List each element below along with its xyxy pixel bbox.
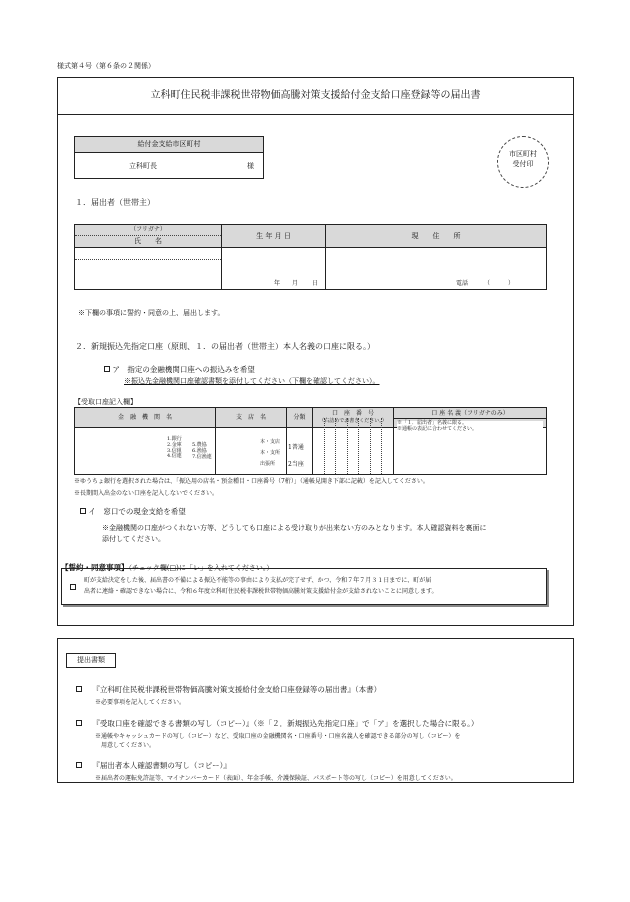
- doc-item-3-checkbox[interactable]: [76, 762, 82, 768]
- doc-item-2-note2: 用意してください。: [95, 742, 156, 749]
- stamp-line1: 市区町村: [509, 150, 537, 158]
- option-b-note2: 添付してください。: [102, 535, 165, 543]
- address-input[interactable]: [326, 248, 546, 289]
- consent-text2: 出者に連絡・確認できない場合に、令和６年度立科町住民税非課税世帯物価高騰対策支援給付金が支給されないことに同意します。: [84, 588, 438, 595]
- doc-item-3-note: ※届出者の運転免許証等、マイナンバーカード（表面）、年金手帳、介護保険証、パスポート等の写し（コピー）を用意してください。: [95, 775, 457, 782]
- name-input[interactable]: [75, 260, 221, 289]
- documents-box: [57, 638, 574, 783]
- consent-text1: 町が支給決定をした後、届出書の不備による振込不能等の事由により支払が完了せず、かつ、令和７年７月３１日までに、町が届: [84, 577, 432, 584]
- bank-type-list-b: 5.農協 6.漁協 7.信漁連: [192, 442, 212, 460]
- bank-col-branch: 支 店 名: [235, 414, 266, 421]
- tel-paren: （ ）: [484, 280, 515, 287]
- col-birthdate: 生 年 月 日: [256, 232, 291, 240]
- stamp-line2: 受付印: [512, 160, 534, 168]
- documents-header: 提出書類: [66, 653, 116, 668]
- option-b-checkbox[interactable]: [80, 508, 86, 514]
- option-b-label: イ 窓口での現金支給を希望: [88, 507, 186, 516]
- holder-note2: ※通帳の表記に合わせてください。: [397, 425, 478, 432]
- addressee-honorific: 様: [247, 162, 254, 170]
- bank-type-list-a: 1.銀行 2.金庫 3.信組 4.信連: [167, 436, 182, 460]
- section2-title: ２．新規振込先指定口座（原則、１．の届出者（世帯主）本人名義の口座に限る。）: [75, 342, 375, 351]
- pledge-note: ※下欄の事項に誓約・同意の上、届出します。: [78, 309, 225, 317]
- consent-instruction: （チェック欄(□)に「レ」を入れてください。）: [128, 564, 274, 572]
- bank-section-label: 【受取口座記入欄】: [74, 398, 137, 406]
- col-name: 氏 名: [134, 237, 162, 245]
- holder-note1: ※「１．届出者」名義に限る。: [397, 420, 468, 426]
- long-inactive-note: ※長期間入出金のない口座を記入しないでください。: [74, 490, 219, 497]
- doc-item-1: 『立科町住民税非課税世帯物価高騰対策支援給付金支給口座登録等の届出書』（本書）: [76, 684, 381, 695]
- doc-item-3: 『届出者本人確認書類の写し（コピー）』: [76, 760, 231, 771]
- option-a-label: ア 指定の金融機関口座への振込みを希望: [112, 365, 255, 374]
- bank-col-holder: 口 座 名 義（フリガナのみ）: [394, 410, 546, 419]
- branch-type-list: 本・支店 本・支所 出張所: [260, 439, 281, 467]
- consent-box: [61, 568, 547, 605]
- reception-stamp: [497, 136, 549, 188]
- form-title: 立科町住民税非課税世帯物価高騰対策支援給付金支給口座登録等の届出書: [57, 77, 574, 115]
- tel-label: 電話: [456, 280, 469, 287]
- bank-table: [74, 407, 547, 475]
- doc-item-1-checkbox[interactable]: [76, 686, 82, 692]
- bank-col-acct-sub: （右詰めでお書きください。）: [319, 418, 387, 424]
- birthdate-input[interactable]: 年 月 日: [274, 280, 319, 287]
- bank-col-bank: 金 融 機 関 名: [117, 414, 172, 421]
- acct-type-list: 1普通 2当座: [288, 444, 304, 468]
- bank-col-acct: 口 座 番 号: [331, 410, 374, 417]
- doc-item-2-note1: ※通帳やキャッシュカードの写し（コピー）など、受取口座の金融機関名・口座番号・口座名義人を確認できる部分の写し（コピー）を: [95, 733, 461, 740]
- addressee-header: 給付金支給市区町村: [74, 136, 264, 153]
- option-a-note: ※振込先金融機関口座確認書類を添付してください（下欄を確認してください）。: [124, 377, 380, 385]
- doc-item-2-checkbox[interactable]: [76, 720, 82, 726]
- option-b[interactable]: [80, 506, 186, 517]
- section1-title: １．届出者（世帯主）: [75, 198, 155, 207]
- col-furigana: （フリガナ）: [75, 226, 221, 236]
- doc-item-2: 『受取口座を確認できる書類の写し（コピー）』（※「２．新規振込先指定口座」で「ア」を選択した場合に限る。）: [76, 718, 478, 729]
- addressee-name: 立科町長: [129, 162, 157, 170]
- addressee-box: [74, 152, 264, 179]
- option-a-checkbox[interactable]: [104, 366, 110, 372]
- applicant-table: [74, 224, 547, 290]
- consent-title: 【誓約・同意事項】: [61, 563, 129, 572]
- yucho-note: ※ゆうちょ銀行を選択された場合は、「振込用の店名・預金種目・口座番号（7桁）」（通帳見開き下部に記載）を記入してください。: [74, 478, 429, 485]
- furigana-input[interactable]: [75, 248, 221, 260]
- option-b-note1: ※金融機関の口座がつくれない方等、どうしても口座による受け取りが出来ない方のみとなります。本人確認資料を裏面に: [102, 524, 487, 532]
- col-address: 現 住 所: [411, 232, 461, 240]
- doc-item-1-note: ※必要事項を記入してください。: [95, 699, 186, 706]
- consent-checkbox[interactable]: [70, 584, 76, 590]
- bank-col-type: 分類: [293, 414, 306, 421]
- option-a[interactable]: [104, 364, 255, 375]
- form-code: 様式第４号（第６条の２関係）: [57, 62, 155, 70]
